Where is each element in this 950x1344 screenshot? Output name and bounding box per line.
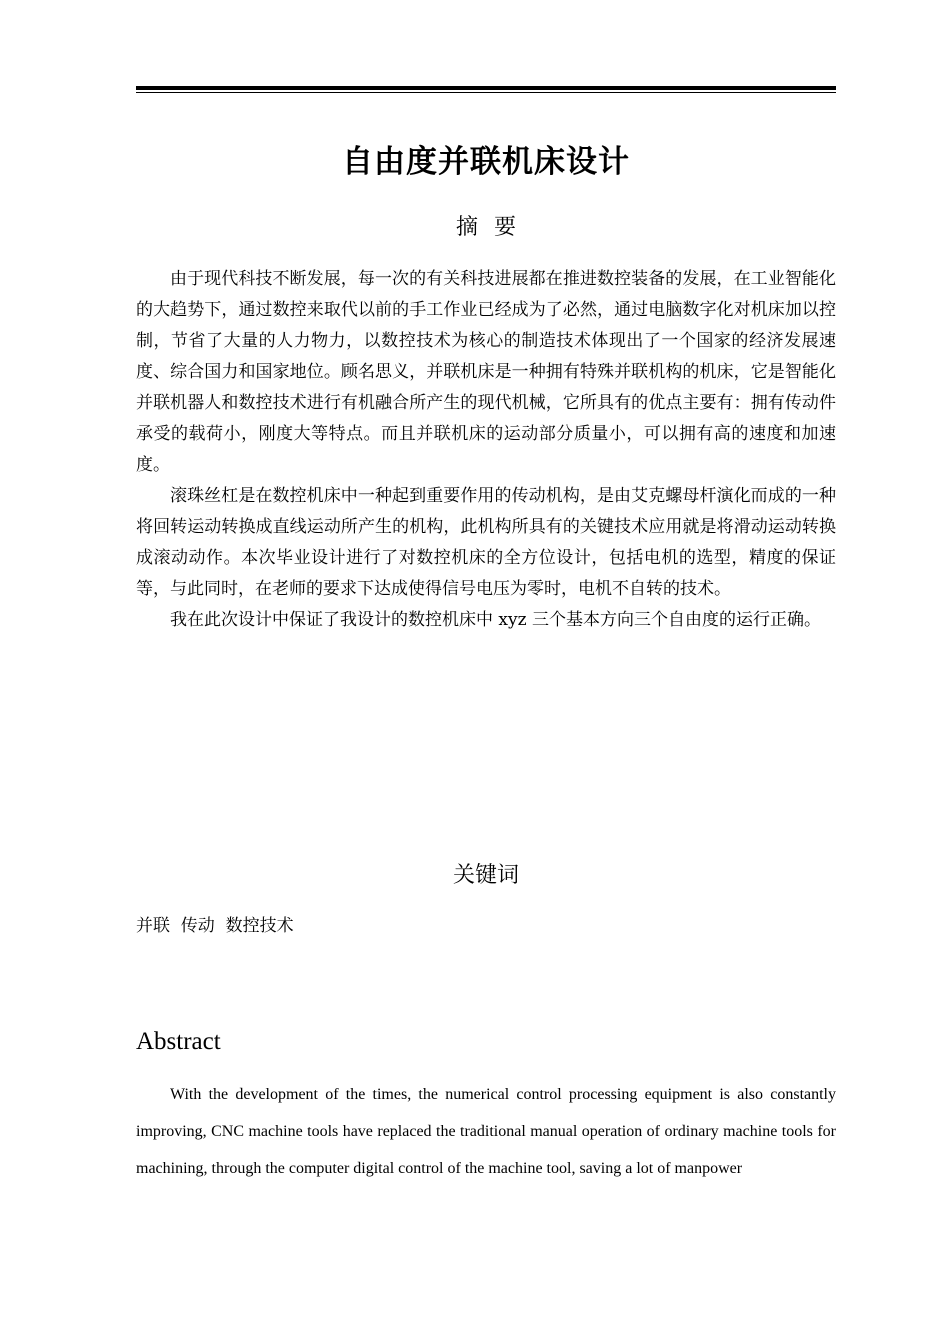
abstract-paragraph: 我在此次设计中保证了我设计的数控机床中 xyz 三个基本方向三个自由度的运行正确。 — [170, 610, 821, 630]
abstract-heading-cn: 摘要 — [455, 215, 532, 240]
abstract-body-en — [136, 1076, 836, 1187]
document-title: 自由度并联机床设计 — [342, 144, 630, 180]
abstract-paragraph-en: With the development of the times, the numerical control processing equipment is also constantly improving, CNC machine tools have replaced the traditional manual operation of ordinary machine tools for machining, through the computer digital control of the machine tool, saving a lot of manpower — [136, 1086, 836, 1177]
keywords-heading: 关键词 — [452, 863, 519, 888]
abstract-paragraph: 滚珠丝杠是在数控机床中一种起到重要作用的传动机构，是由艾克螺母杆演化而成的一种将回转运动转换成直线运动所产生的机构，此机构所具有的关键技术应用就是将滑动运动转换成滚动动作。本次毕业设计进行了对数控机床的全方位设计，包括电机的选型，精度的保证等，与此同时，在老师的要求下达成使得信号电压为零时，电机不自转的技术。 — [136, 486, 836, 599]
abstract-body-cn — [136, 264, 836, 636]
keywords-list: 并联 传动 数控技术 — [136, 916, 294, 936]
abstract-paragraph: 由于现代科技不断发展，每一次的有关科技进展都在推进数控装备的发展，在工业智能化的大趋势下，通过数控来取代以前的手工作业已经成为了必然，通过电脑数字化对机床加以控制，节省了大量的人力物力，以数控技术为核心的制造技术体现出了一个国家的经济发展速度、综合国力和国家地位。顾名思义，并联机床是一种拥有特殊并联机构的机床，它是智能化并联机器人和数控技术进行有机融合所产生的现代机械，它所具有的优点主要有：拥有传动件承受的载荷小，刚度大等特点。而且并联机床的运动部分质量小，可以拥有高的速度和加速度。 — [136, 269, 836, 475]
abstract-heading-en: Abstract — [136, 1028, 221, 1055]
header-rule-thin — [136, 92, 836, 93]
header-rule-thick — [136, 86, 836, 90]
